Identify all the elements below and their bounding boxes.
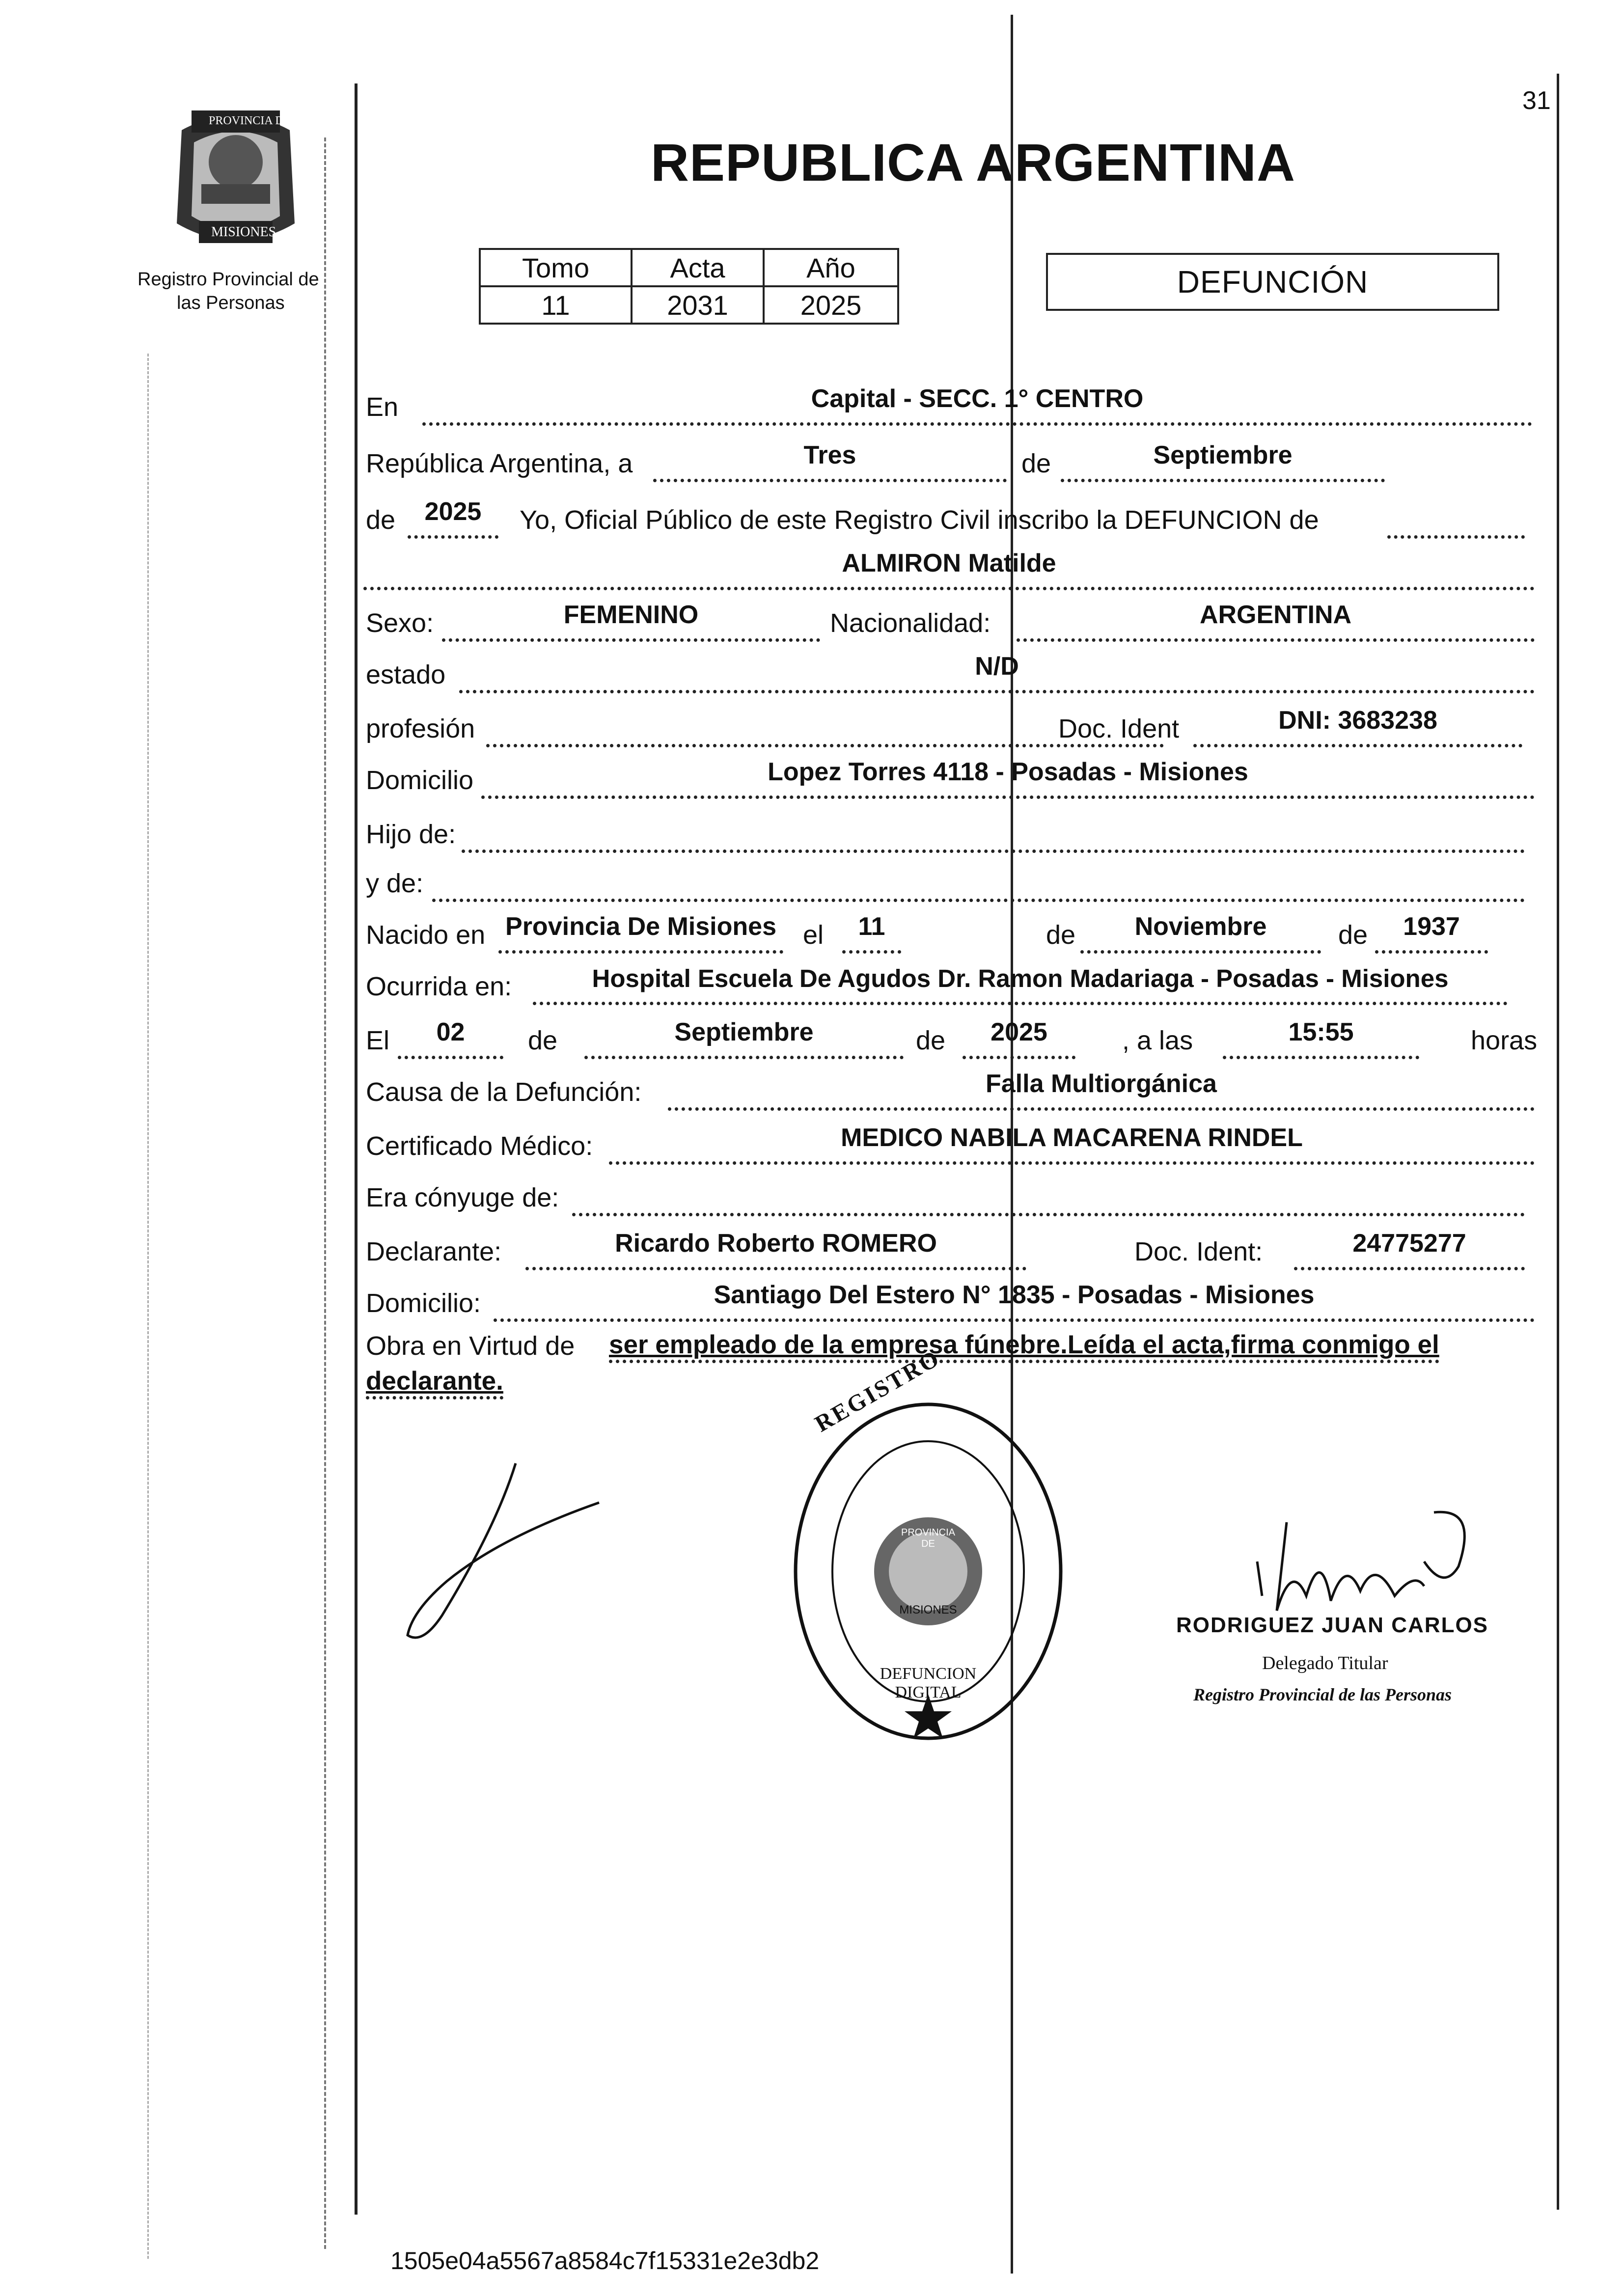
registry-stamp (791, 1399, 1066, 1743)
el2-label: El (366, 1026, 390, 1055)
domicilio2-field (494, 1272, 1535, 1322)
nacido-label: Nacido en (366, 920, 486, 950)
row-declarante (363, 1220, 1527, 1267)
sexo-field (442, 592, 820, 642)
declarante-field (525, 1220, 1026, 1270)
page-number: 31 (1522, 86, 1551, 115)
declarante-label: Declarante: (366, 1237, 502, 1266)
doc-value: DNI: 3683238 (1278, 706, 1437, 735)
row-name (363, 540, 1527, 587)
en-label: En (366, 392, 399, 422)
de5-label: de (528, 1026, 558, 1055)
seal-top-text: PROVINCIA DE (209, 114, 291, 127)
oficial-text: Yo, Oficial Público de este Registro Civil inscribo la DEFUNCION de (520, 505, 1319, 535)
row-hijo (363, 803, 1527, 850)
sexo-label: Sexo: (366, 608, 434, 638)
nacido-value: Provincia De Misiones (505, 912, 776, 941)
year-value: 2025 (424, 497, 482, 526)
anio-header: Año (764, 249, 898, 286)
registry-label-line2: las Personas (177, 293, 285, 313)
death-month-field (584, 1009, 904, 1059)
de6-label: de (916, 1026, 946, 1055)
death-day-field (398, 1009, 503, 1059)
yde-field (432, 852, 1525, 902)
ocurrida-value: Hospital Escuela De Agudos Dr. Ramon Madariaga - Posadas - Misiones (592, 964, 1449, 992)
declarante-value: Ricardo Roberto ROMERO (615, 1229, 937, 1258)
causa-label: Causa de la Defunción: (366, 1077, 642, 1107)
row-yde (363, 852, 1527, 899)
causa-value: Falla Multiorgánica (986, 1069, 1217, 1098)
registry-label-line1: Registro Provincial de (138, 269, 319, 290)
day-value: Tres (803, 441, 856, 469)
domicilio-field (481, 749, 1535, 799)
domicilio-label: Domicilio (366, 766, 474, 795)
horas-label: horas (1471, 1026, 1538, 1055)
sexo-value: FEMENINO (563, 601, 699, 629)
row-fecha-defuncion (363, 1009, 1538, 1056)
domicilio-value: Lopez Torres 4118 - Posadas - Misiones (768, 758, 1248, 786)
seal-bottom-text: MISIONES (211, 224, 276, 240)
doc-field (1193, 697, 1522, 747)
birth-year-field (1375, 904, 1488, 954)
stamp-ring-label: REGISTRO (810, 1344, 945, 1437)
left-margin-line (355, 83, 358, 2215)
nacionalidad-value: ARGENTINA (1199, 601, 1352, 629)
de4-label: de (1338, 920, 1368, 950)
row-profesion (363, 697, 1527, 744)
stamp-emblem-top: PROVINCIA DE (901, 1527, 956, 1549)
signatory-name: RODRIGUEZ JUAN CARLOS (1176, 1613, 1489, 1637)
nacionalidad-field (1017, 592, 1535, 642)
doc2-field (1294, 1220, 1525, 1270)
conyuge-field (572, 1166, 1525, 1216)
republica-label: República Argentina, a (366, 449, 633, 478)
name-field (363, 540, 1535, 590)
page-title: REPUBLICA ARGENTINA (651, 133, 1295, 192)
month-field (1061, 432, 1385, 482)
signatory-office: Registro Provincial de las Personas (1193, 1685, 1452, 1704)
year-field (408, 489, 498, 539)
row-domicilio2 (363, 1272, 1527, 1318)
signatory-role: Delegado Titular (1262, 1653, 1388, 1673)
de3-label: de (1046, 920, 1076, 950)
en-value: Capital - SECC. 1° CENTRO (811, 384, 1144, 413)
alas-label: , a las (1122, 1026, 1193, 1055)
row-domicilio (363, 749, 1527, 795)
row-obra (363, 1326, 1527, 1404)
profesion-label: profesión (366, 714, 475, 743)
row-nacido (363, 904, 1527, 950)
left-dotted-guide (324, 137, 326, 2249)
day-field (653, 432, 1007, 482)
doc2-label: Doc. Ident: (1134, 1237, 1263, 1266)
nacionalidad-label: Nacionalidad: (830, 608, 991, 638)
nacido-field (498, 904, 783, 954)
estado-field (459, 643, 1535, 693)
footer-hash: 1505e04a5567a8584c7f15331e2e3db2 (390, 2247, 820, 2275)
name-value: ALMIRON Matilde (842, 549, 1056, 577)
row-ocurrida (363, 955, 1527, 1002)
death-time-field (1223, 1009, 1419, 1059)
row-sexo (363, 592, 1527, 638)
de2-label: de (366, 505, 396, 535)
yde-label: y de: (366, 869, 424, 898)
acta-header: Acta (632, 249, 764, 286)
stamp-emblem-bottom: MISIONES (899, 1603, 957, 1617)
estado-value: N/D (975, 652, 1019, 681)
el-label: el (803, 920, 824, 950)
estado-label: estado (366, 660, 446, 689)
death-time-value: 15:55 (1288, 1018, 1354, 1046)
birth-year-value: 1937 (1403, 912, 1460, 941)
de-label: de (1021, 449, 1051, 478)
row-estado (363, 643, 1527, 690)
row-conyuge (363, 1166, 1527, 1213)
doc-label: Doc. Ident (1058, 714, 1180, 743)
row-en (363, 376, 1527, 422)
birth-month-field (1080, 904, 1321, 954)
obra-label: Obra en Virtud de (366, 1331, 575, 1361)
causa-field (668, 1061, 1535, 1111)
month-value: Septiembre (1153, 441, 1293, 469)
record-type-box: DEFUNCIÓN (1046, 253, 1499, 311)
obra-value-line1: ser empleado de la empresa fúnebre.Leída el acta,firma conmigo el (609, 1330, 1439, 1363)
obra-value-line2: declarante. (366, 1366, 503, 1399)
official-signature (1247, 1503, 1503, 1630)
anio-value: 2025 (764, 286, 898, 324)
acta-value: 2031 (632, 286, 764, 324)
row-republica (363, 432, 1527, 479)
tomo-value: 11 (480, 286, 632, 324)
left-dotted-guide-2 (147, 354, 149, 2259)
tomo-header: Tomo (480, 249, 632, 286)
record-table (479, 248, 899, 325)
domicilio2-label: Domicilio: (366, 1288, 481, 1318)
row-certificado (363, 1115, 1527, 1161)
certificado-value: MEDICO NABILA MACARENA RINDEL (841, 1124, 1303, 1152)
declarant-signature (403, 1453, 609, 1650)
birth-day-field (842, 904, 901, 954)
birth-month-value: Noviembre (1134, 912, 1267, 941)
right-margin-line (1557, 74, 1559, 2210)
conyuge-label: Era cónyuge de: (366, 1183, 559, 1212)
domicilio2-value: Santiago Del Estero N° 1835 - Posadas - Misiones (714, 1281, 1315, 1309)
birth-day-value: 11 (858, 912, 885, 941)
stamp-inner-text: DEFUNCION DIGITAL (880, 1665, 977, 1701)
death-year-value: 2025 (991, 1018, 1047, 1046)
death-month-value: Septiembre (674, 1018, 814, 1046)
en-field (422, 376, 1532, 426)
oficial-trailing-field (1387, 489, 1525, 539)
provincial-seal (162, 101, 309, 253)
certificado-label: Certificado Médico: (366, 1131, 593, 1161)
ocurrida-label: Ocurrida en: (366, 972, 512, 1001)
hijo-field (462, 803, 1525, 853)
death-year-field (963, 1009, 1075, 1059)
death-day-value: 02 (436, 1018, 465, 1046)
certificado-field (609, 1115, 1535, 1165)
ocurrida-field (533, 955, 1508, 1005)
doc2-value: 24775277 (1352, 1229, 1466, 1258)
row-oficial (363, 489, 1527, 535)
hijo-label: Hijo de: (366, 820, 456, 849)
row-causa (363, 1061, 1527, 1107)
